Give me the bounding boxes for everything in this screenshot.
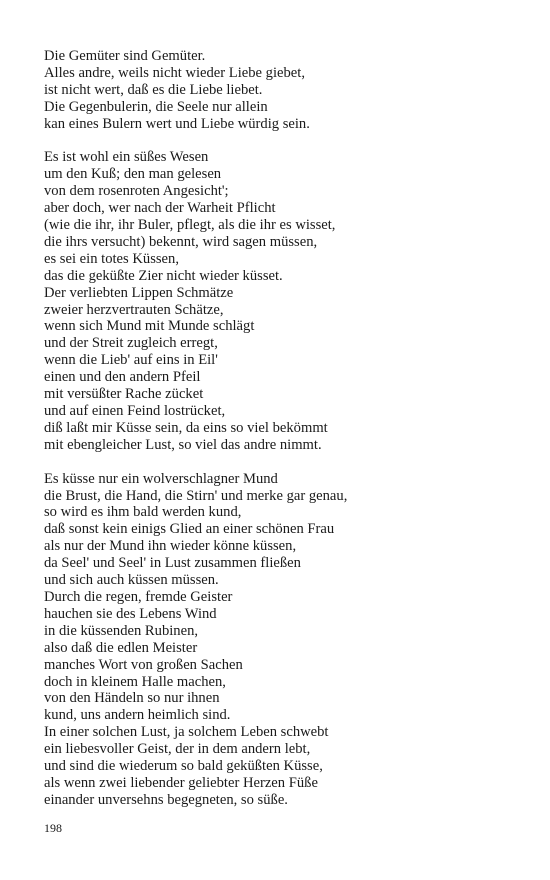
stanza-2 — [44, 149, 524, 453]
poem-line: von dem rosenroten Angesicht'; — [44, 183, 229, 200]
poem-line: Es küsse nur ein wolverschlagner Mund — [44, 470, 278, 487]
poem-text — [44, 48, 524, 826]
poem-line: einander unversehns begegneten, so süße. — [44, 791, 288, 808]
stanza-3 — [44, 471, 524, 809]
poem-line: doch in kleinem Halle machen, — [44, 673, 226, 690]
poem-line: in die küssenden Rubinen, — [44, 622, 199, 639]
poem-line: und der Streit zugleich erregt, — [44, 335, 218, 352]
poem-line: mit versüßter Rache zücket — [44, 386, 204, 403]
poem-line: kund, uns andern heimlich sind. — [44, 707, 231, 724]
poem-line: also daß die edlen Meister — [44, 639, 198, 656]
poem-line: kan eines Bulern wert und Liebe würdig sein. — [44, 115, 310, 132]
poem-line: einen und den andern Pfeil — [44, 369, 201, 386]
poem-line: wenn die Lieb' auf eins in Eil' — [44, 352, 218, 369]
poem-line: da Seel' und Seel' in Lust zusammen fließen — [44, 555, 301, 572]
page-number: 198 — [44, 821, 62, 835]
poem-line: als nur der Mund ihn wieder könne küssen, — [44, 538, 297, 555]
stanza-1 — [44, 48, 524, 133]
poem-line: Es ist wohl ein süßes Wesen — [44, 149, 209, 166]
poem-line: um den Kuß; den man gelesen — [44, 166, 222, 183]
poem-line: wenn sich Mund mit Munde schlägt — [44, 318, 255, 335]
poem-line: Durch die regen, fremde Geister — [44, 588, 233, 605]
poem-line: die Brust, die Hand, die Stirn' und merke gar genau, — [44, 487, 348, 504]
poem-line: mit ebengleicher Lust, so viel das andre nimmt. — [44, 436, 322, 453]
poem-line: Die Gemüter sind Gemüter. — [44, 48, 206, 64]
poem-line: ist nicht wert, daß es die Liebe liebet. — [44, 81, 263, 98]
poem-line: und sind die wiederum so bald geküßten Küsse, — [44, 758, 323, 775]
poem-line: als wenn zwei liebender geliebter Herzen Füße — [44, 774, 318, 791]
poem-line: In einer solchen Lust, ja solchem Leben schwebt — [44, 724, 329, 741]
poem-line: es sei ein totes Küssen, — [44, 250, 179, 267]
poem-line: (wie die ihr, ihr Buler, pflegt, als die ihr es wisset, — [44, 217, 336, 234]
poem-line: die ihrs versucht) bekennt, wird sagen müssen, — [44, 233, 318, 250]
poem-line: ein liebesvoller Geist, der in dem andern lebt, — [44, 741, 311, 758]
poem-line: so wird es ihm bald werden kund, — [44, 504, 242, 521]
poem-line: manches Wort von großen Sachen — [44, 656, 243, 673]
poem-line: hauchen sie des Lebens Wind — [44, 605, 217, 622]
poem-line: daß sonst kein einigs Glied an einer schönen Frau — [44, 521, 335, 538]
poem-line: das die geküßte Zier nicht wieder küsset. — [44, 267, 283, 284]
poem-line: Der verliebten Lippen Schmätze — [44, 284, 234, 301]
poem-line: aber doch, wer nach der Warheit Pflicht — [44, 200, 276, 217]
poem-line: Alles andre, weils nicht wieder Liebe giebet, — [44, 64, 305, 81]
poem-line: und sich auch küssen müssen. — [44, 572, 219, 589]
poem-line: und auf einen Feind lostrücket, — [44, 403, 226, 420]
poem-line: Die Gegenbulerin, die Seele nur allein — [44, 98, 268, 115]
poem-line: zweier herzvertrauten Schätze, — [44, 301, 224, 318]
poem-line: diß laßt mir Küsse sein, da eins so viel bekömmt — [44, 419, 328, 436]
poem-line: von den Händeln so nur ihnen — [44, 690, 220, 707]
